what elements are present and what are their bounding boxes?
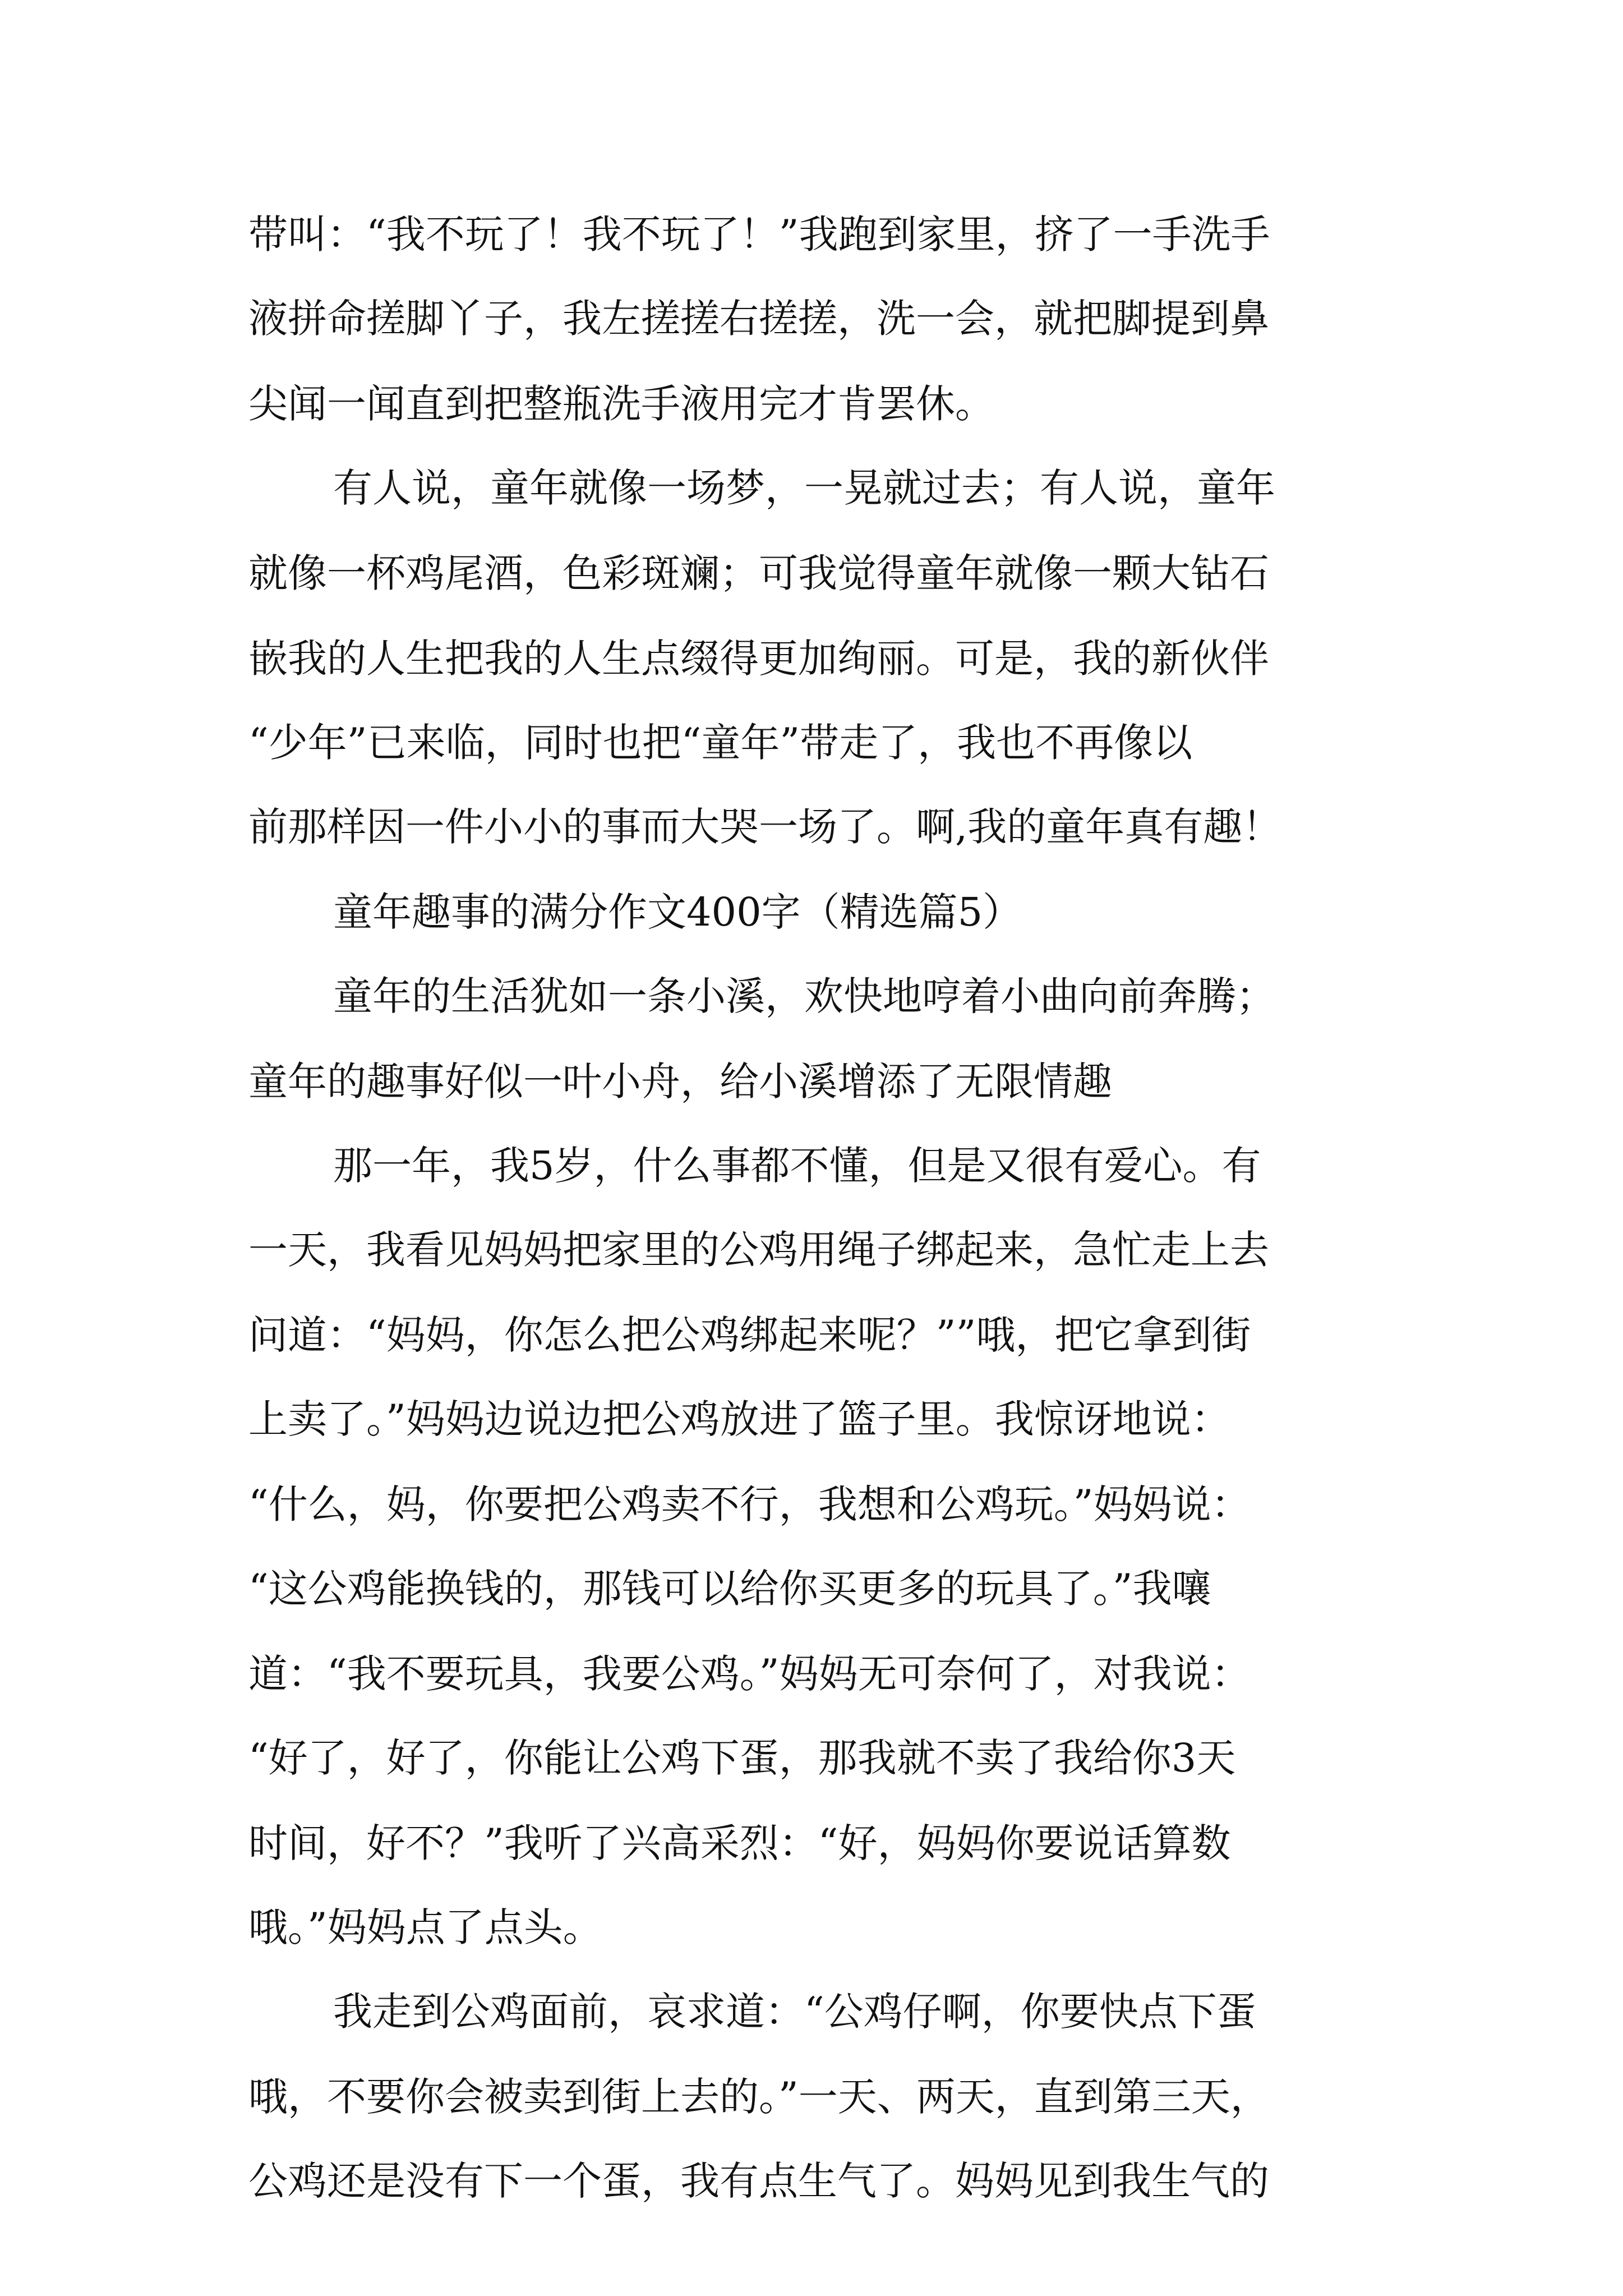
text-line: 哦，不要你会被卖到街上去的。”一天、两天，直到第三天， (248, 2074, 1270, 2120)
text-line: 尖闻一闻直到把整瓶洗手液用完才肯罢休。 (248, 381, 994, 427)
text-line: “什么，妈，你要把公鸡卖不行，我想和公鸡玩。”妈妈说： (248, 1481, 1251, 1527)
paragraph-first-line: 童年的生活犹如一条小溪，欢快地哼着小曲向前奔腾； (333, 973, 1275, 1019)
text-line: 童年的趣事好似一叶小舟，给小溪增添了无限情趣 (248, 1059, 1112, 1105)
paragraph-first-line: 有人说，童年就像一场梦，一晃就过去；有人说，童年 (333, 465, 1275, 511)
text-line: “少年”已来临，同时也把“童年”带走了，我也不再像以 (248, 720, 1193, 766)
text-line: 嵌我的人生把我的人生点缀得更加绚丽。可是，我的新伙伴 (248, 636, 1269, 682)
text-line: 上卖了。”妈妈边说边把公鸡放进了篮子里。我惊讶地说： (248, 1396, 1230, 1442)
text-line: “这公鸡能换钱的，那钱可以给你买更多的玩具了。”我嚷 (248, 1566, 1211, 1612)
text-line: 带叫：“我不玩了！我不玩了！”我跑到家里，挤了一手洗手 (248, 211, 1270, 257)
text-line: 就像一杯鸡尾酒，色彩斑斓；可我觉得童年就像一颗大钻石 (248, 550, 1269, 596)
text-line: 公鸡还是没有下一个蛋，我有点生气了。妈妈见到我生气的 (248, 2158, 1269, 2204)
text-line: 时间，好不？”我听了兴高采烈：“好，妈妈你要说话算数 (248, 1820, 1231, 1866)
text-line: 道：“我不要玩具，我要公鸡。”妈妈无可奈何了，对我说： (248, 1651, 1251, 1697)
text-line: 一天，我看见妈妈把家里的公鸡用绳子绑起来，急忙走上去 (248, 1227, 1269, 1273)
paragraph-first-line: 那一年，我5岁，什么事都不懂，但是又很有爱心。有 (333, 1143, 1261, 1189)
section-heading: 童年趣事的满分作文400字（精选篇5） (333, 889, 1022, 935)
paragraph-first-line: 我走到公鸡面前，哀求道：“公鸡仔啊，你要快点下蛋 (333, 1989, 1256, 2035)
text-line: 液拼命搓脚丫子，我左搓搓右搓搓，洗一会，就把脚提到鼻 (248, 296, 1269, 342)
text-line: “好了，好了，你能让公鸡下蛋，那我就不卖了我给你3天 (248, 1735, 1236, 1781)
text-line: 前那样因一件小小的事而大哭一场了。啊,我的童年真有趣！ (248, 804, 1282, 850)
text-line: 哦。”妈妈点了点头。 (248, 1904, 602, 1950)
text-line: 问道：“妈妈，你怎么把公鸡绑起来呢？””哦，把它拿到街 (248, 1312, 1251, 1358)
